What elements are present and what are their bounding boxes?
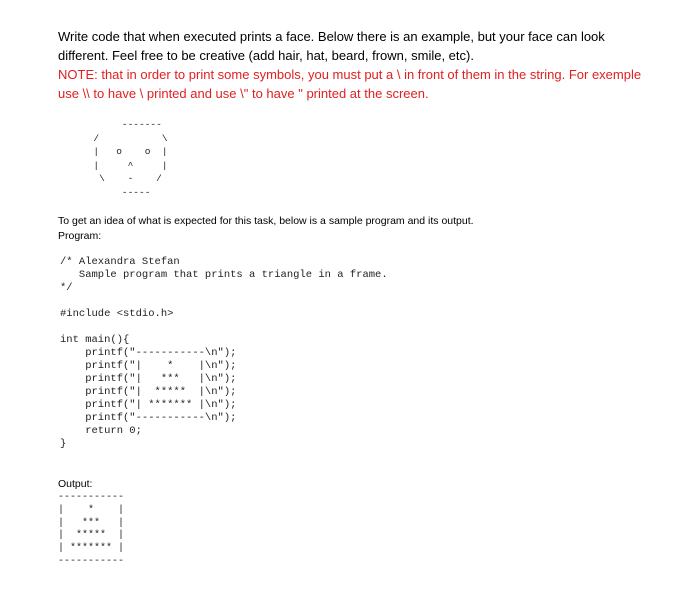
note-line-2: use \\ to have \ printed and use \" to have " printed at the screen. [58, 86, 429, 101]
sample-output: ----------- | * | | *** | | ***** | | ******* | ----------- [58, 492, 125, 567]
program-label: Program: [58, 230, 102, 242]
note-line-1: NOTE: that in order to print some symbols, you must put a \ in front of them in the string. For exemple [58, 67, 642, 82]
task-line-1: To get an idea of what is expected for this task, below is a sample program and its output. [58, 215, 474, 227]
instruction-line-2: different. Feel free to be creative (add hair, hat, beard, frown, smile, etc). [58, 48, 474, 63]
task-description [58, 214, 474, 244]
instruction-line-1: Write code that when executed prints a face. Below there is an example, but your face can look [58, 29, 605, 44]
instructions [58, 27, 658, 103]
ascii-face-example: ------- / \ | o o | | ^ | \ - / ----- [82, 119, 168, 198]
output-label: Output: [58, 478, 93, 490]
sample-program-code: /* Alexandra Stefan Sample program that prints a triangle in a frame. */ #include <stdio.h> int main(){ printf("-----------\n"); printf("| * |\n"); printf("| *** |\n"); printf("| ***** |\n"); printf("| ******* |\n"); printf("-----------\n"); return 0; } [60, 256, 388, 450]
